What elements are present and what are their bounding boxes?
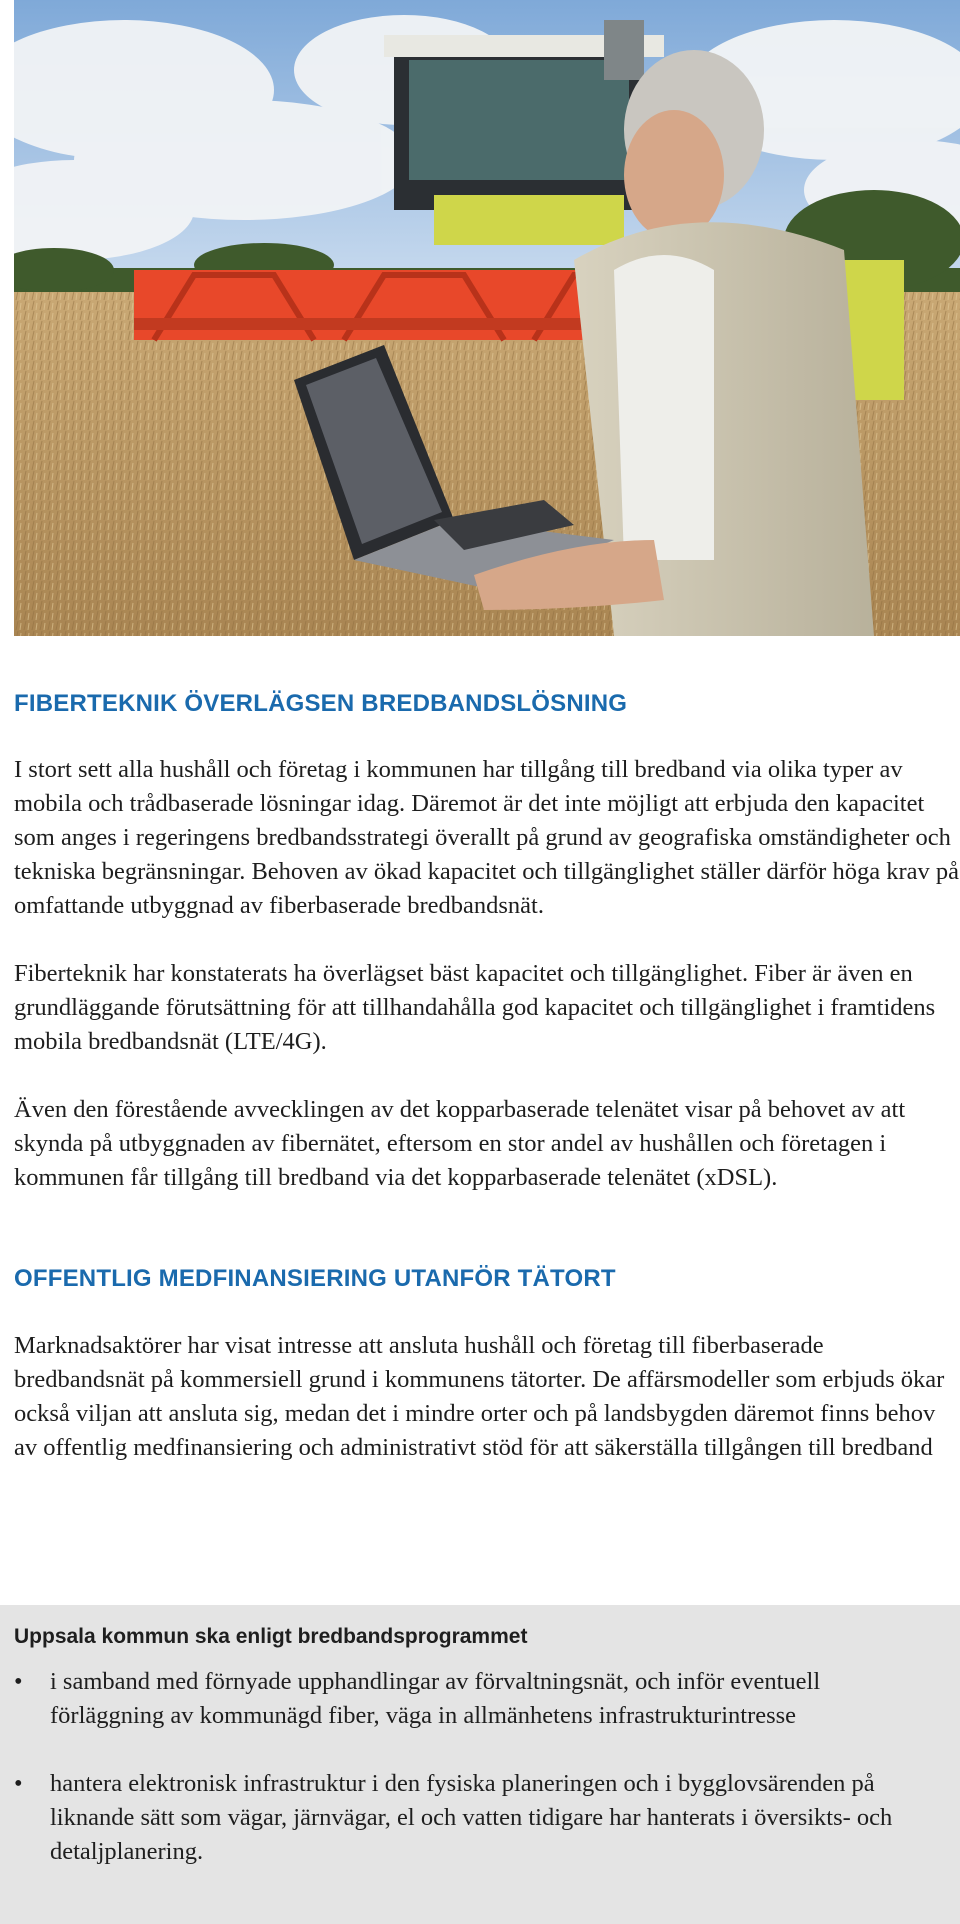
program-infobox: [0, 1605, 960, 1924]
bullet-icon: •: [14, 1770, 23, 1797]
list-item-text: hantera elektronisk infrastruktur i den fysiska planeringen och i bygglovsärenden på liknande sätt som vägar, järnvägar, el och vatten tidigare har hanterats i översikts- och detaljplanering.: [50, 1770, 893, 1865]
list-item-text: i samband med förnyade upphandlingar av förvaltningsnät, och inför eventuell förläggning av kommunägd fiber, väga in allmänhetens infrastrukturintresse: [50, 1668, 821, 1729]
paragraph: Marknadsaktörer har visat intresse att ansluta hushåll och företag till fiberbaserade bredbandsnät på kommersiell grund i kommunens tätorter. De affärsmodeller som erbjuds ökar också viljan att ansluta sig, medan det i mindre orter och på landsbygden däremot finns behov av offentlig medfinansiering och administrativt stöd för att säkerställa tillgången till bredband: [14, 1332, 945, 1461]
paragraph: I stort sett alla hushåll och företag i kommunen har tillgång till bredband via olika typer av mobila och trådbaserade lösningar idag. Däremot är det inte möjligt att erbjuda den kapacitet som anges i regeringens bredbandsstrategi överallt på grund av geografiska omständigheter och tekniska begränsningar. Behoven av ökad kapacitet och tillgänglighet ställer därför höga krav på omfattande utbyggnad av fiberbaserade bredbandsnät.: [14, 756, 959, 919]
article-body: [14, 690, 960, 1465]
infobox-title: Uppsala kommun ska enligt bredbandsprogrammet: [14, 1625, 528, 1648]
section-heading: OFFENTLIG MEDFINANSIERING UTANFÖR TÄTORT: [14, 1265, 616, 1292]
section-heading: FIBERTEKNIK ÖVERLÄGSEN BREDBANDSLÖSNING: [14, 690, 628, 717]
paragraph: Fiberteknik har konstaterats ha överlägset bäst kapacitet och tillgänglighet. Fiber är även en grundläggande förutsättning för att tillhandahålla god kapacitet och tillgänglighet i framtidens mobila bredbandsnät (LTE/4G).: [14, 960, 936, 1055]
paragraph: Även den förestående avvecklingen av det kopparbaserade telenätet visar på behovet av att skynda på utbyggnaden av fibernätet, eftersom en stor andel av hushållen och företagen i kommunen får tillgång till bredband via det kopparbaserade telenätet (xDSL).: [14, 1096, 906, 1191]
bullet-icon: •: [14, 1668, 23, 1695]
list-item: [14, 1767, 934, 1869]
hero-photo-farmer-laptop-harvester: [14, 0, 960, 636]
list-item: [14, 1665, 934, 1733]
